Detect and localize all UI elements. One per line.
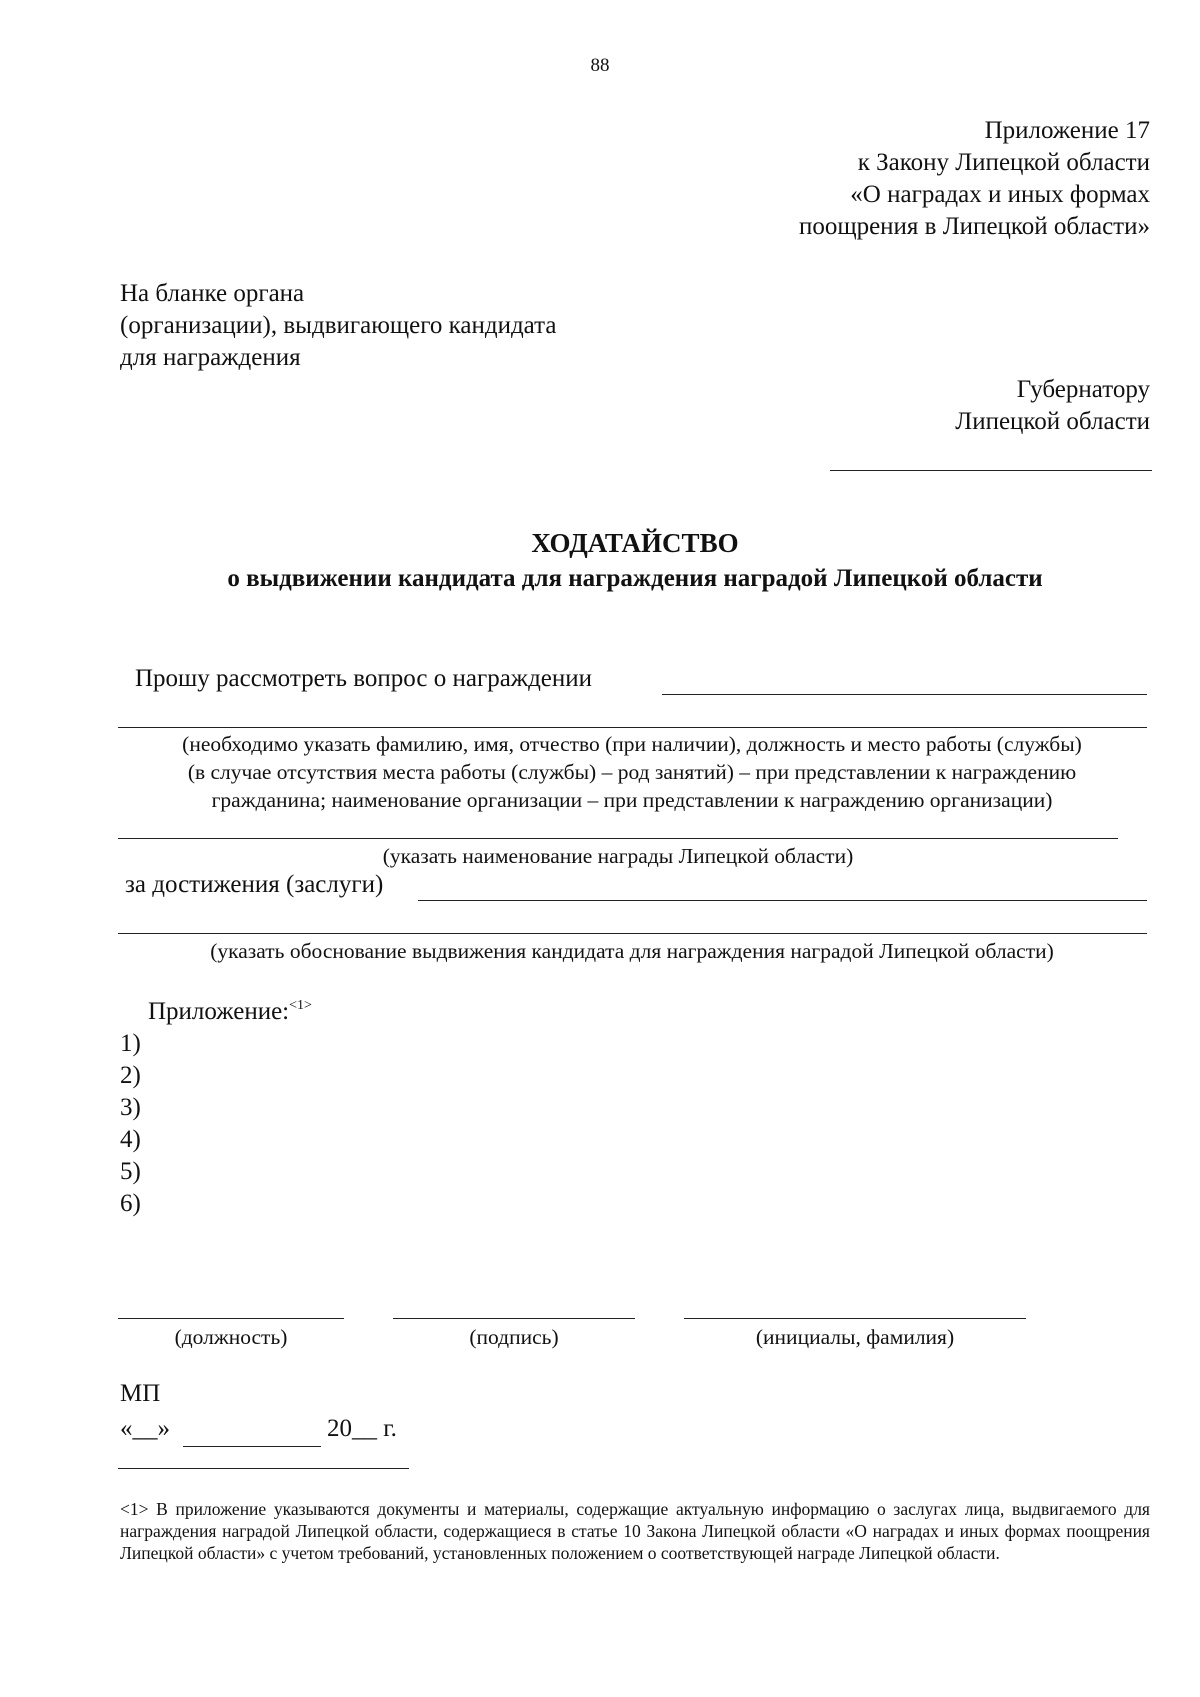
award-name-blank[interactable] — [118, 838, 1118, 839]
date-day[interactable]: «__» — [120, 1415, 170, 1442]
stamp-mark: МП — [120, 1380, 161, 1407]
list-item: 5) — [120, 1158, 141, 1185]
justification-blank[interactable] — [118, 933, 1147, 934]
appendix-reference — [550, 115, 1150, 243]
addressee-name-blank[interactable] — [830, 470, 1152, 471]
attachments-label — [148, 998, 312, 1026]
award-hint: (указать наименование награды Липецкой области) — [382, 844, 854, 868]
hint-line: (необходимо указать фамилию, имя, отчество (при наличии), должность и место работы (службы) — [182, 732, 1082, 756]
footnote-separator — [118, 1468, 409, 1469]
signature-label: (подпись) — [469, 1325, 559, 1349]
list-item: 2) — [120, 1062, 141, 1089]
appendix-line: Приложение 17 — [984, 117, 1150, 144]
appendix-line: поощрения в Липецкой области» — [798, 213, 1150, 240]
letterhead-line: (организации), выдвигающего кандидата — [120, 312, 557, 339]
letterhead-line: На бланке органа — [120, 280, 305, 307]
merits-blank[interactable] — [418, 900, 1147, 901]
signature-blank[interactable] — [393, 1318, 635, 1319]
letterhead-note — [120, 278, 680, 374]
candidate-hint — [118, 730, 1146, 814]
request-label: Прошу рассмотреть вопрос о награждении — [135, 665, 593, 692]
name-blank[interactable] — [684, 1318, 1026, 1319]
list-item: 6) — [120, 1190, 141, 1217]
position-blank[interactable] — [118, 1318, 344, 1319]
footnote: <1> В приложение указываются документы и материалы, содержащие актуальную информацию о заслугах лица, выдвигаемого для награждения наградой Липецкой области, содержащиеся в статье 10 Закона Липецкой области «О наградах и иных формах поощрения Липецкой области» с учетом требований, установленных положением о соответствующей награде Липецкой области. — [120, 1499, 1150, 1563]
document-subtitle: о выдвижении кандидата для награждения наградой Липецкой области — [227, 565, 1043, 592]
candidate-details-blank[interactable] — [118, 727, 1147, 728]
attachments-label-text: Приложение: — [148, 998, 290, 1025]
date-month-blank[interactable] — [183, 1446, 321, 1447]
addressee-line: Губернатору — [1016, 376, 1150, 403]
merits-label: за достижения (заслуги) — [125, 871, 384, 898]
footnote-ref: <1> — [289, 998, 312, 1013]
candidate-name-blank[interactable] — [662, 694, 1147, 695]
document-title: ХОДАТАЙСТВО — [531, 528, 739, 558]
list-item: 4) — [120, 1126, 141, 1153]
hint-line: (в случае отсутствия места работы (службы) – род занятий) – при представлении к награждению — [187, 760, 1077, 784]
list-item: 3) — [120, 1094, 141, 1121]
addressee — [650, 374, 1150, 438]
appendix-line: «О наградах и иных формах — [850, 181, 1150, 208]
addressee-line: Липецкой области — [955, 408, 1150, 435]
page-number: 88 — [590, 55, 610, 76]
list-item: 1) — [120, 1030, 141, 1057]
hint-line: гражданина; наименование организации – при представлении к награждению организации) — [211, 788, 1053, 812]
date-year[interactable]: 20__ г. — [327, 1415, 397, 1442]
position-label: (должность) — [174, 1325, 288, 1349]
justification-hint: (указать обоснование выдвижения кандидата для награждения наградой Липецкой области) — [210, 939, 1054, 963]
name-label: (инициалы, фамилия) — [755, 1325, 955, 1349]
attachments-list — [120, 1028, 141, 1220]
letterhead-line: для награждения — [120, 344, 301, 371]
appendix-line: к Закону Липецкой области — [857, 149, 1150, 176]
